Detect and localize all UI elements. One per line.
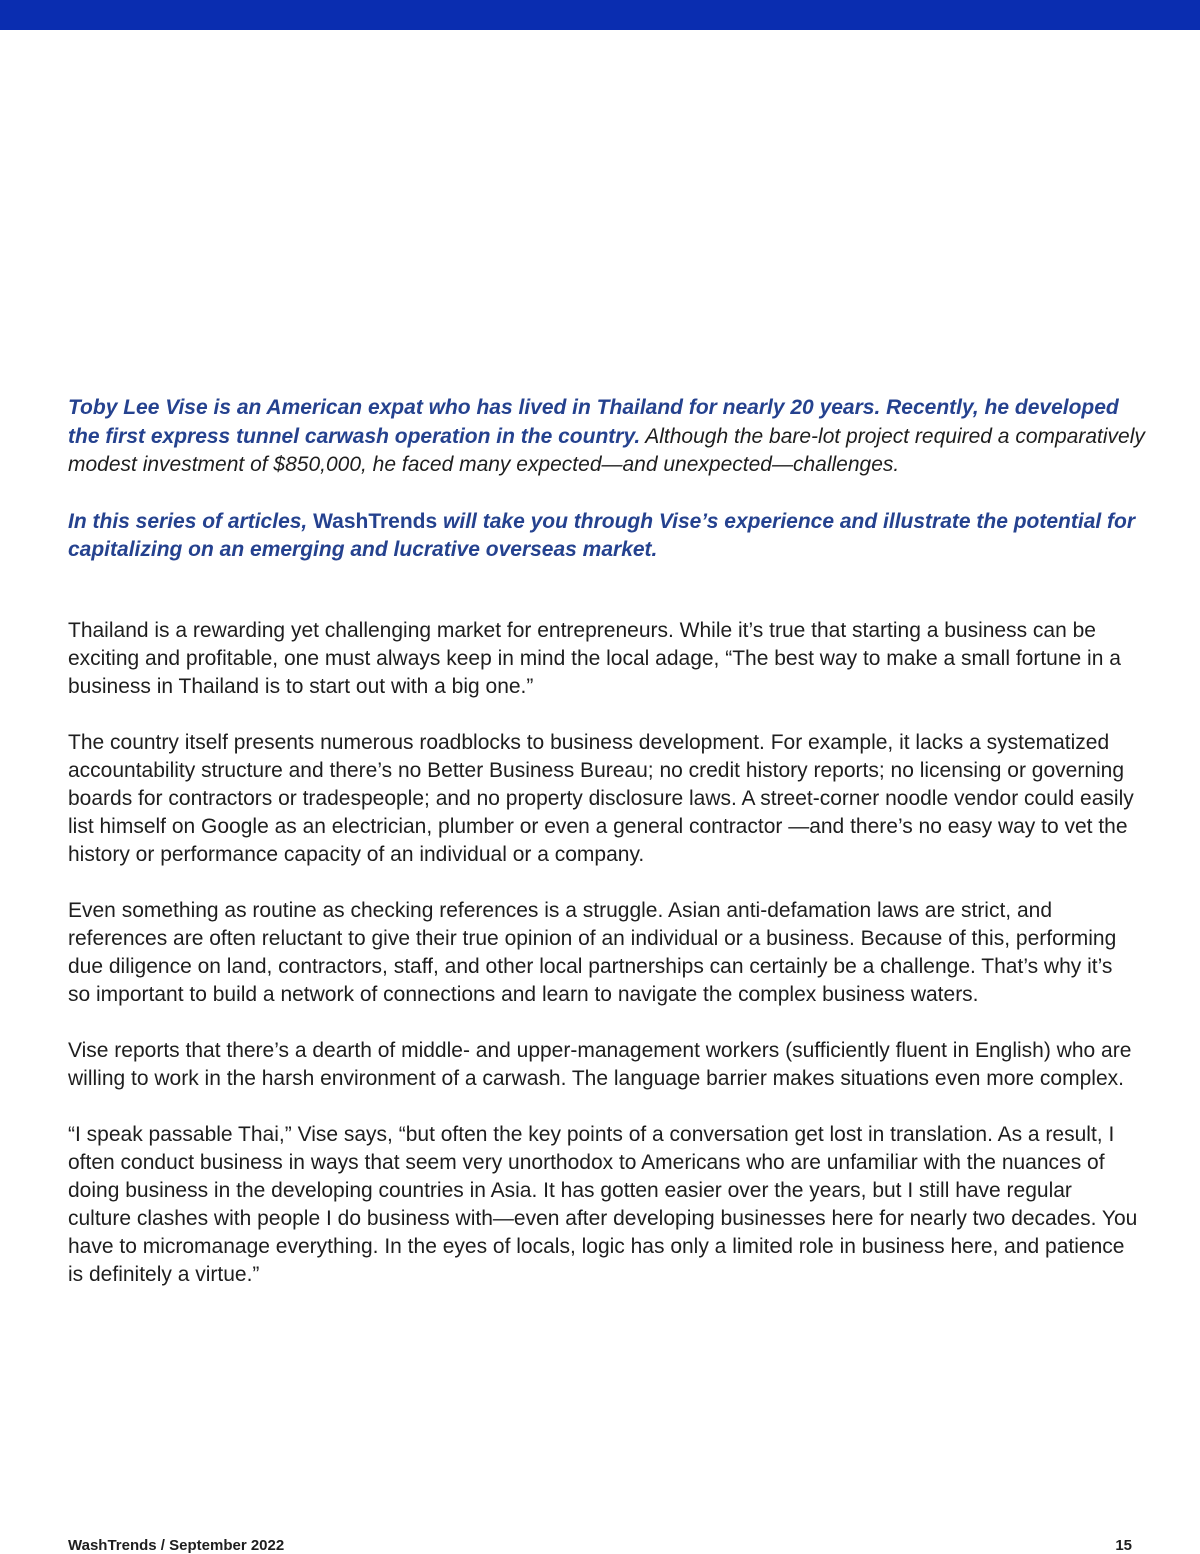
body-paragraph: “I speak passable Thai,” Vise says, “but often the key points of a conversation get lost in translation. As a result, I often conduct business in ways that seem very unorthodox to Americans who are unfamiliar with the nuances of doing business in the developing countries in Asia. It has gotten easier over the years, but I still have regular culture clashes with people I do business with—even after developing businesses here for nearly two decades. You have to micromanage everything. In the eyes of locals, logic has only a limited role in business here, and patience is definitely a virtue.” xyxy=(68,1123,1138,1286)
intro-lead-text: Toby Lee Vise is an American expat who has lived in Thailand for nearly 20 years. Recently, he developed the first express tunnel carwash operation in the country. xyxy=(68,396,1119,448)
body-paragraph: The country itself presents numerous roadblocks to business development. For example, it lacks a systematized accountability structure and there’s no Better Business Bureau; no credit history reports; no licensing or governing boards for contractors or tradespeople; and no property disclosure laws. A street-corner noodle vendor could easily list himself on Google as an electrician, plumber or even a general contractor —and there’s no easy way to vet the history or performance capacity of an individual or a company. xyxy=(68,731,1134,866)
body-paragraph: Even something as routine as checking references is a struggle. Asian anti-defamation laws are strict, and references are often reluctant to give their true opinion of an individual or a business. Because of this, performing due diligence on land, contractors, staff, and other local partnerships can certainly be a challenge. That’s why it’s so important to build a network of connections and learn to navigate the complex business waters. xyxy=(68,899,1117,1006)
intro-series-before: In this series of articles, xyxy=(68,509,308,533)
body-paragraph: Thailand is a rewarding yet challenging market for entrepreneurs. While it’s true that starting a business can be exciting and profitable, one must always keep in mind the local adage, “The best way to make a small fortune in a business in Thailand is to start out with a big one.” xyxy=(68,619,1121,698)
body-paragraph: Vise reports that there’s a dearth of middle- and upper-management workers (sufficiently fluent in English) who are willing to work in the harsh environment of a carwash. The language barrier makes situations even more complex. xyxy=(68,1039,1132,1090)
intro-paragraph-1 xyxy=(68,394,1148,480)
footer-page-number: 15 xyxy=(1115,1537,1132,1554)
intro-series-after: will take you through Vise’s experience and illustrate the potential for capitalizing on an emerging and lucrative overseas market. xyxy=(68,509,1136,562)
intro-lead-rest: Although the bare-lot project required a comparatively modest investment of $850,000, he faced many expected—and unexpected—challenges. xyxy=(68,424,1145,477)
top-color-bar xyxy=(0,0,1200,30)
article-intro xyxy=(68,394,1148,593)
intro-paragraph-2 xyxy=(68,508,1148,565)
article-body xyxy=(68,617,1138,1317)
intro-publication-name: WashTrends xyxy=(313,509,438,533)
footer-publication-date: WashTrends / September 2022 xyxy=(68,1537,285,1554)
